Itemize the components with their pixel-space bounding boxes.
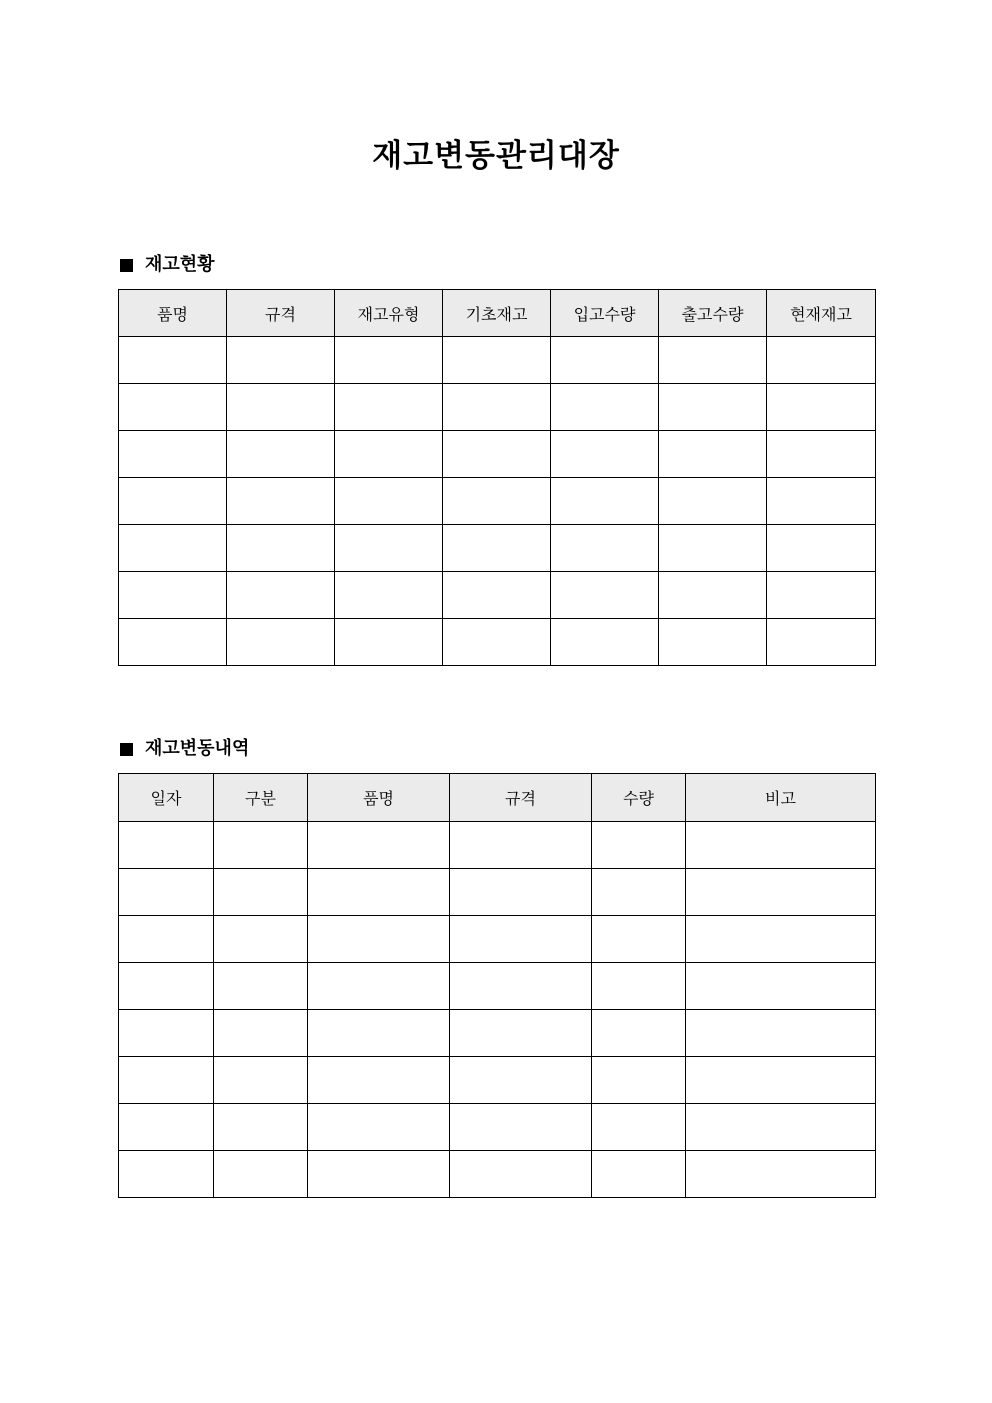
table-cell[interactable] bbox=[551, 572, 659, 619]
table-cell[interactable] bbox=[227, 619, 335, 666]
column-header-spec: 규격 bbox=[227, 290, 335, 337]
table-cell[interactable] bbox=[686, 1151, 876, 1198]
table-row bbox=[119, 572, 876, 619]
table-cell[interactable] bbox=[592, 916, 686, 963]
column-header-opening-stock: 기초재고 bbox=[443, 290, 551, 337]
table-cell[interactable] bbox=[443, 337, 551, 384]
table-cell[interactable] bbox=[592, 963, 686, 1010]
table-cell[interactable] bbox=[686, 822, 876, 869]
column-header-spec: 규격 bbox=[450, 774, 592, 822]
table-cell[interactable] bbox=[450, 963, 592, 1010]
table-cell[interactable] bbox=[686, 1010, 876, 1057]
table-cell[interactable] bbox=[592, 1057, 686, 1104]
table-cell[interactable] bbox=[767, 384, 876, 431]
table-cell[interactable] bbox=[686, 869, 876, 916]
table-cell[interactable] bbox=[119, 619, 227, 666]
column-header-current-stock: 현재재고 bbox=[767, 290, 876, 337]
table-row bbox=[119, 478, 876, 525]
column-header-received-qty: 입고수량 bbox=[551, 290, 659, 337]
table-cell[interactable] bbox=[686, 963, 876, 1010]
table-header-row bbox=[119, 774, 876, 822]
table-row bbox=[119, 1057, 876, 1104]
section-heading-label: 재고변동내역 bbox=[145, 738, 250, 759]
table-cell[interactable] bbox=[551, 619, 659, 666]
table-cell[interactable] bbox=[119, 1151, 214, 1198]
table-cell[interactable] bbox=[551, 478, 659, 525]
table-row bbox=[119, 1104, 876, 1151]
table-cell[interactable] bbox=[227, 478, 335, 525]
column-header-remarks: 비고 bbox=[686, 774, 876, 822]
table-cell[interactable] bbox=[119, 916, 214, 963]
table-cell[interactable] bbox=[450, 1057, 592, 1104]
table-cell[interactable] bbox=[214, 916, 308, 963]
table-cell[interactable] bbox=[659, 337, 767, 384]
table-cell[interactable] bbox=[450, 916, 592, 963]
table-cell[interactable] bbox=[551, 525, 659, 572]
table-cell[interactable] bbox=[335, 384, 443, 431]
table-cell[interactable] bbox=[767, 525, 876, 572]
table-cell[interactable] bbox=[308, 1057, 450, 1104]
table-cell[interactable] bbox=[214, 1104, 308, 1151]
table-cell[interactable] bbox=[308, 916, 450, 963]
column-header-date: 일자 bbox=[119, 774, 214, 822]
table-row bbox=[119, 916, 876, 963]
table-cell[interactable] bbox=[119, 478, 227, 525]
table-cell[interactable] bbox=[119, 431, 227, 478]
column-header-issued-qty: 출고수량 bbox=[659, 290, 767, 337]
table-cell[interactable] bbox=[551, 384, 659, 431]
table-cell[interactable] bbox=[450, 1010, 592, 1057]
table-cell[interactable] bbox=[308, 1151, 450, 1198]
table-cell[interactable] bbox=[214, 1010, 308, 1057]
table-cell[interactable] bbox=[450, 1104, 592, 1151]
table-cell[interactable] bbox=[119, 525, 227, 572]
table-cell[interactable] bbox=[450, 869, 592, 916]
table-cell[interactable] bbox=[119, 384, 227, 431]
table-cell[interactable] bbox=[592, 1104, 686, 1151]
table-cell[interactable] bbox=[551, 337, 659, 384]
column-header-stock-type: 재고유형 bbox=[335, 290, 443, 337]
square-bullet-icon bbox=[120, 259, 133, 272]
table-cell[interactable] bbox=[443, 431, 551, 478]
table-row bbox=[119, 1010, 876, 1057]
table-cell[interactable] bbox=[592, 1151, 686, 1198]
table-cell[interactable] bbox=[119, 963, 214, 1010]
table-row bbox=[119, 822, 876, 869]
table-cell[interactable] bbox=[659, 572, 767, 619]
table-cell[interactable] bbox=[335, 431, 443, 478]
table-cell[interactable] bbox=[308, 869, 450, 916]
column-header-category: 구분 bbox=[214, 774, 308, 822]
table-cell[interactable] bbox=[227, 525, 335, 572]
table-cell[interactable] bbox=[214, 822, 308, 869]
table-cell[interactable] bbox=[659, 478, 767, 525]
table-cell[interactable] bbox=[119, 1057, 214, 1104]
table-cell[interactable] bbox=[214, 1151, 308, 1198]
table-row bbox=[119, 1151, 876, 1198]
table-cell[interactable] bbox=[767, 619, 876, 666]
table-cell[interactable] bbox=[592, 1010, 686, 1057]
table-cell[interactable] bbox=[119, 822, 214, 869]
table-cell[interactable] bbox=[767, 478, 876, 525]
section-heading-stock-status bbox=[118, 252, 215, 278]
table-cell[interactable] bbox=[767, 337, 876, 384]
table-cell[interactable] bbox=[443, 478, 551, 525]
table-cell[interactable] bbox=[227, 337, 335, 384]
table-cell[interactable] bbox=[335, 525, 443, 572]
table-cell[interactable] bbox=[335, 478, 443, 525]
square-bullet-icon bbox=[120, 743, 133, 756]
table-cell[interactable] bbox=[308, 822, 450, 869]
stock-status-table bbox=[118, 289, 876, 666]
table-cell[interactable] bbox=[443, 572, 551, 619]
table-cell[interactable] bbox=[308, 1104, 450, 1151]
table-cell[interactable] bbox=[659, 619, 767, 666]
section-heading-stock-changes bbox=[118, 736, 249, 762]
column-header-item-name: 품명 bbox=[119, 290, 227, 337]
table-cell[interactable] bbox=[335, 572, 443, 619]
stock-changes-table bbox=[118, 773, 876, 1198]
table-cell[interactable] bbox=[119, 1010, 214, 1057]
table-cell[interactable] bbox=[119, 1104, 214, 1151]
table-cell[interactable] bbox=[214, 869, 308, 916]
table-cell[interactable] bbox=[443, 525, 551, 572]
table-row bbox=[119, 525, 876, 572]
table-cell[interactable] bbox=[686, 916, 876, 963]
table-cell[interactable] bbox=[119, 869, 214, 916]
table-cell[interactable] bbox=[592, 869, 686, 916]
table-cell[interactable] bbox=[659, 384, 767, 431]
table-cell[interactable] bbox=[335, 337, 443, 384]
table-cell[interactable] bbox=[450, 822, 592, 869]
table-cell[interactable] bbox=[308, 963, 450, 1010]
table-row bbox=[119, 619, 876, 666]
table-cell[interactable] bbox=[659, 525, 767, 572]
table-cell[interactable] bbox=[443, 619, 551, 666]
table-row bbox=[119, 963, 876, 1010]
table-cell[interactable] bbox=[686, 1057, 876, 1104]
table-row bbox=[119, 337, 876, 384]
table-row bbox=[119, 869, 876, 916]
table-cell[interactable] bbox=[659, 431, 767, 478]
table-cell[interactable] bbox=[308, 1010, 450, 1057]
column-header-item-name: 품명 bbox=[308, 774, 450, 822]
column-header-quantity: 수량 bbox=[592, 774, 686, 822]
table-cell[interactable] bbox=[592, 822, 686, 869]
table-row bbox=[119, 431, 876, 478]
section-heading-label: 재고현황 bbox=[145, 254, 215, 275]
table-cell[interactable] bbox=[227, 431, 335, 478]
table-cell[interactable] bbox=[551, 431, 659, 478]
table-row bbox=[119, 384, 876, 431]
table-cell[interactable] bbox=[119, 572, 227, 619]
table-cell[interactable] bbox=[119, 337, 227, 384]
page-title: 재고변동관리대장 bbox=[372, 138, 620, 174]
table-cell[interactable] bbox=[227, 384, 335, 431]
table-cell[interactable] bbox=[686, 1104, 876, 1151]
table-header-row bbox=[119, 290, 876, 337]
table-cell[interactable] bbox=[443, 384, 551, 431]
table-cell[interactable] bbox=[767, 431, 876, 478]
table-cell[interactable] bbox=[214, 963, 308, 1010]
table-cell[interactable] bbox=[227, 572, 335, 619]
table-cell[interactable] bbox=[214, 1057, 308, 1104]
table-cell[interactable] bbox=[767, 572, 876, 619]
table-cell[interactable] bbox=[450, 1151, 592, 1198]
table-cell[interactable] bbox=[335, 619, 443, 666]
